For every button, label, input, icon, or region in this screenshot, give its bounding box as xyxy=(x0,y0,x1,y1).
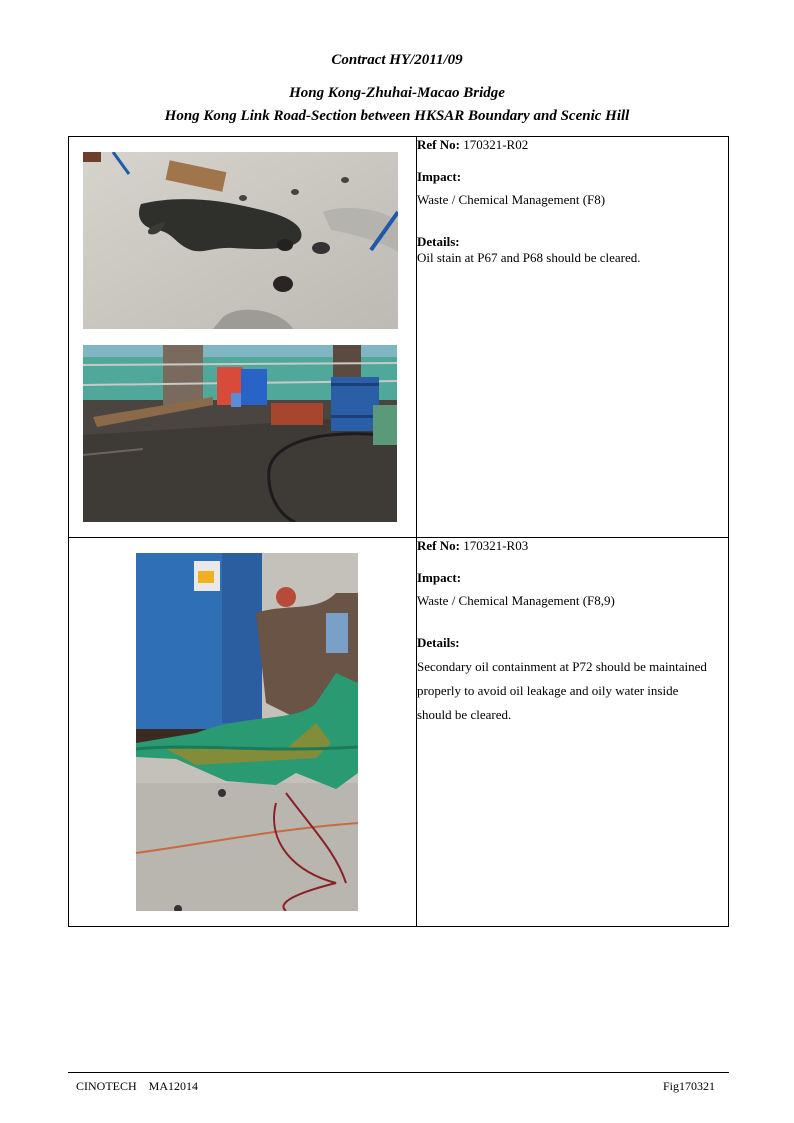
observation-row xyxy=(69,137,729,538)
oil-stain-photo xyxy=(83,152,398,329)
details-label: Details: xyxy=(417,635,460,650)
section-title: Hong Kong Link Road-Section between HKSAR Boundary and Scenic Hill xyxy=(164,108,630,124)
ref-label: Ref No: xyxy=(417,538,460,553)
ref-line xyxy=(417,137,728,153)
observation-row xyxy=(69,538,729,927)
photo-cell xyxy=(69,538,417,927)
ref-label: Ref No: xyxy=(417,137,460,152)
details-line: should be cleared. xyxy=(417,707,512,722)
photo-cell xyxy=(69,137,417,538)
observation-table xyxy=(68,136,729,927)
details-text: Oil stain at P67 and P68 should be cleared. xyxy=(417,250,641,265)
footer-code: MA12014 xyxy=(148,1079,199,1093)
barge-deck-photo xyxy=(83,345,397,522)
project-title: Hong Kong-Zhuhai-Macao Bridge xyxy=(289,85,505,101)
observation-details xyxy=(417,538,729,927)
observation-details xyxy=(417,137,729,538)
impact-label: Impact: xyxy=(417,169,462,184)
ref-line xyxy=(417,538,728,554)
details-text xyxy=(417,655,728,727)
ref-number: 170321-R02 xyxy=(463,137,529,152)
footer-left xyxy=(76,1079,198,1094)
ref-number: 170321-R03 xyxy=(463,538,529,553)
details-line: Secondary oil containment at P72 should be maintained xyxy=(417,659,707,674)
footer-company: CINOTECH xyxy=(76,1079,137,1093)
impact-label: Impact: xyxy=(417,570,462,585)
impact-text: Waste / Chemical Management (F8) xyxy=(417,192,606,207)
footer-figure: Fig170321 xyxy=(662,1079,715,1093)
details-line: properly to avoid oil leakage and oily water inside xyxy=(417,683,679,698)
footer-divider xyxy=(68,1072,729,1073)
details-label: Details: xyxy=(417,234,460,249)
contract-title: Contract HY/2011/09 xyxy=(331,52,463,68)
oil-containment-photo xyxy=(136,553,358,911)
impact-text: Waste / Chemical Management (F8,9) xyxy=(417,593,615,608)
